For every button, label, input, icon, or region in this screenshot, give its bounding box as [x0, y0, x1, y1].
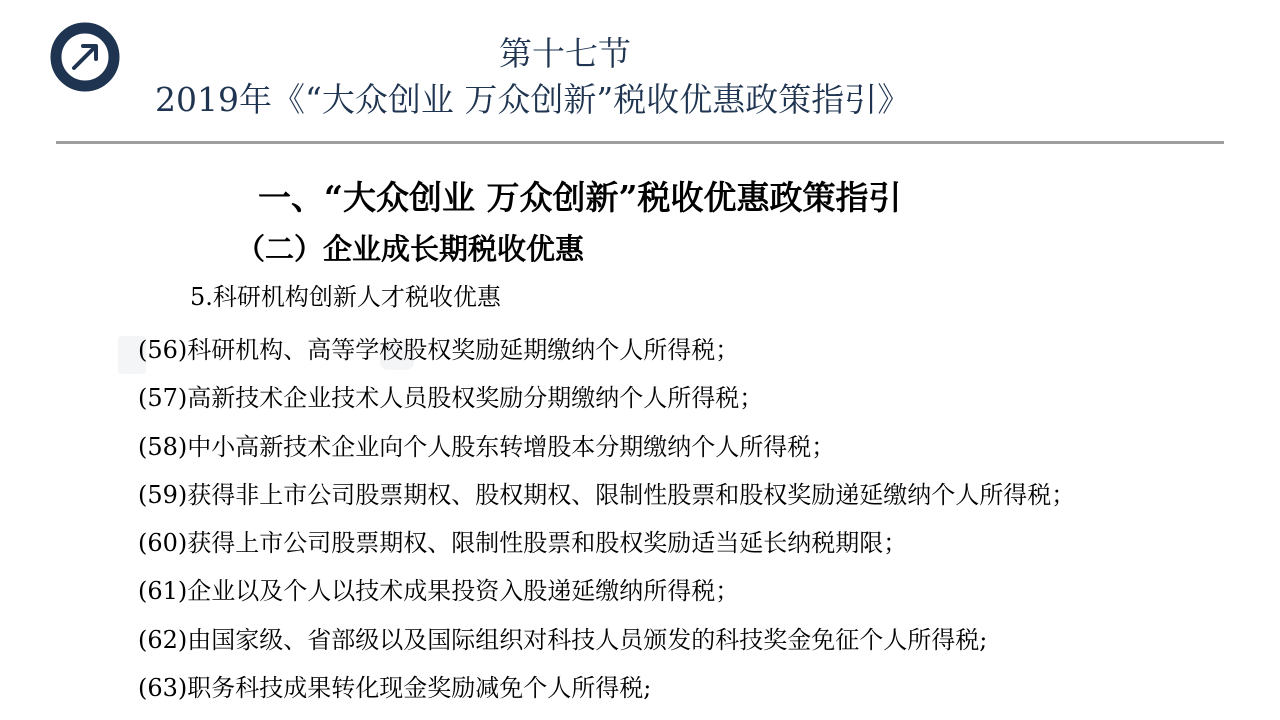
header-divider — [56, 141, 1224, 144]
section-title: 第十七节 — [499, 34, 631, 73]
list-item: (63)职务科技成果转化现金奖励减免个人所得税; — [138, 674, 652, 703]
heading-level1: 一、“大众创业 万众创新”税收优惠政策指引 — [258, 178, 902, 217]
list-item: (56)科研机构、高等学校股权奖励延期缴纳个人所得税； — [138, 336, 740, 364]
heading-level2: （二）企业成长期税收优惠 — [236, 232, 585, 266]
list-item: (59)获得非上市公司股票期权、股权期权、限制性股票和股权奖励递延缴纳个人所得税； — [138, 480, 1076, 509]
list-item: (57)高新技术企业技术人员股权奖励分期缴纳个人所得税； — [138, 384, 764, 413]
list-item: (61)企业以及个人以技术成果投资入股递延缴纳所得税； — [138, 577, 740, 606]
list-item: (60)获得上市公司股票期权、限制性股票和股权奖励适当延长纳税期限； — [138, 529, 908, 558]
list-item: (58)中小高新技术企业向个人股东转增股本分期缴纳个人所得税； — [138, 432, 836, 461]
heading-level3: 5.科研机构创新人才税收优惠 — [190, 283, 501, 311]
policy-list — [138, 326, 1075, 712]
page-title: 2019年《“大众创业 万众创新”税收优惠政策指引》 — [155, 80, 911, 119]
list-item: (62)由国家级、省部级以及国际组织对科技人员颁发的科技奖金免征个人所得税; — [138, 625, 988, 654]
